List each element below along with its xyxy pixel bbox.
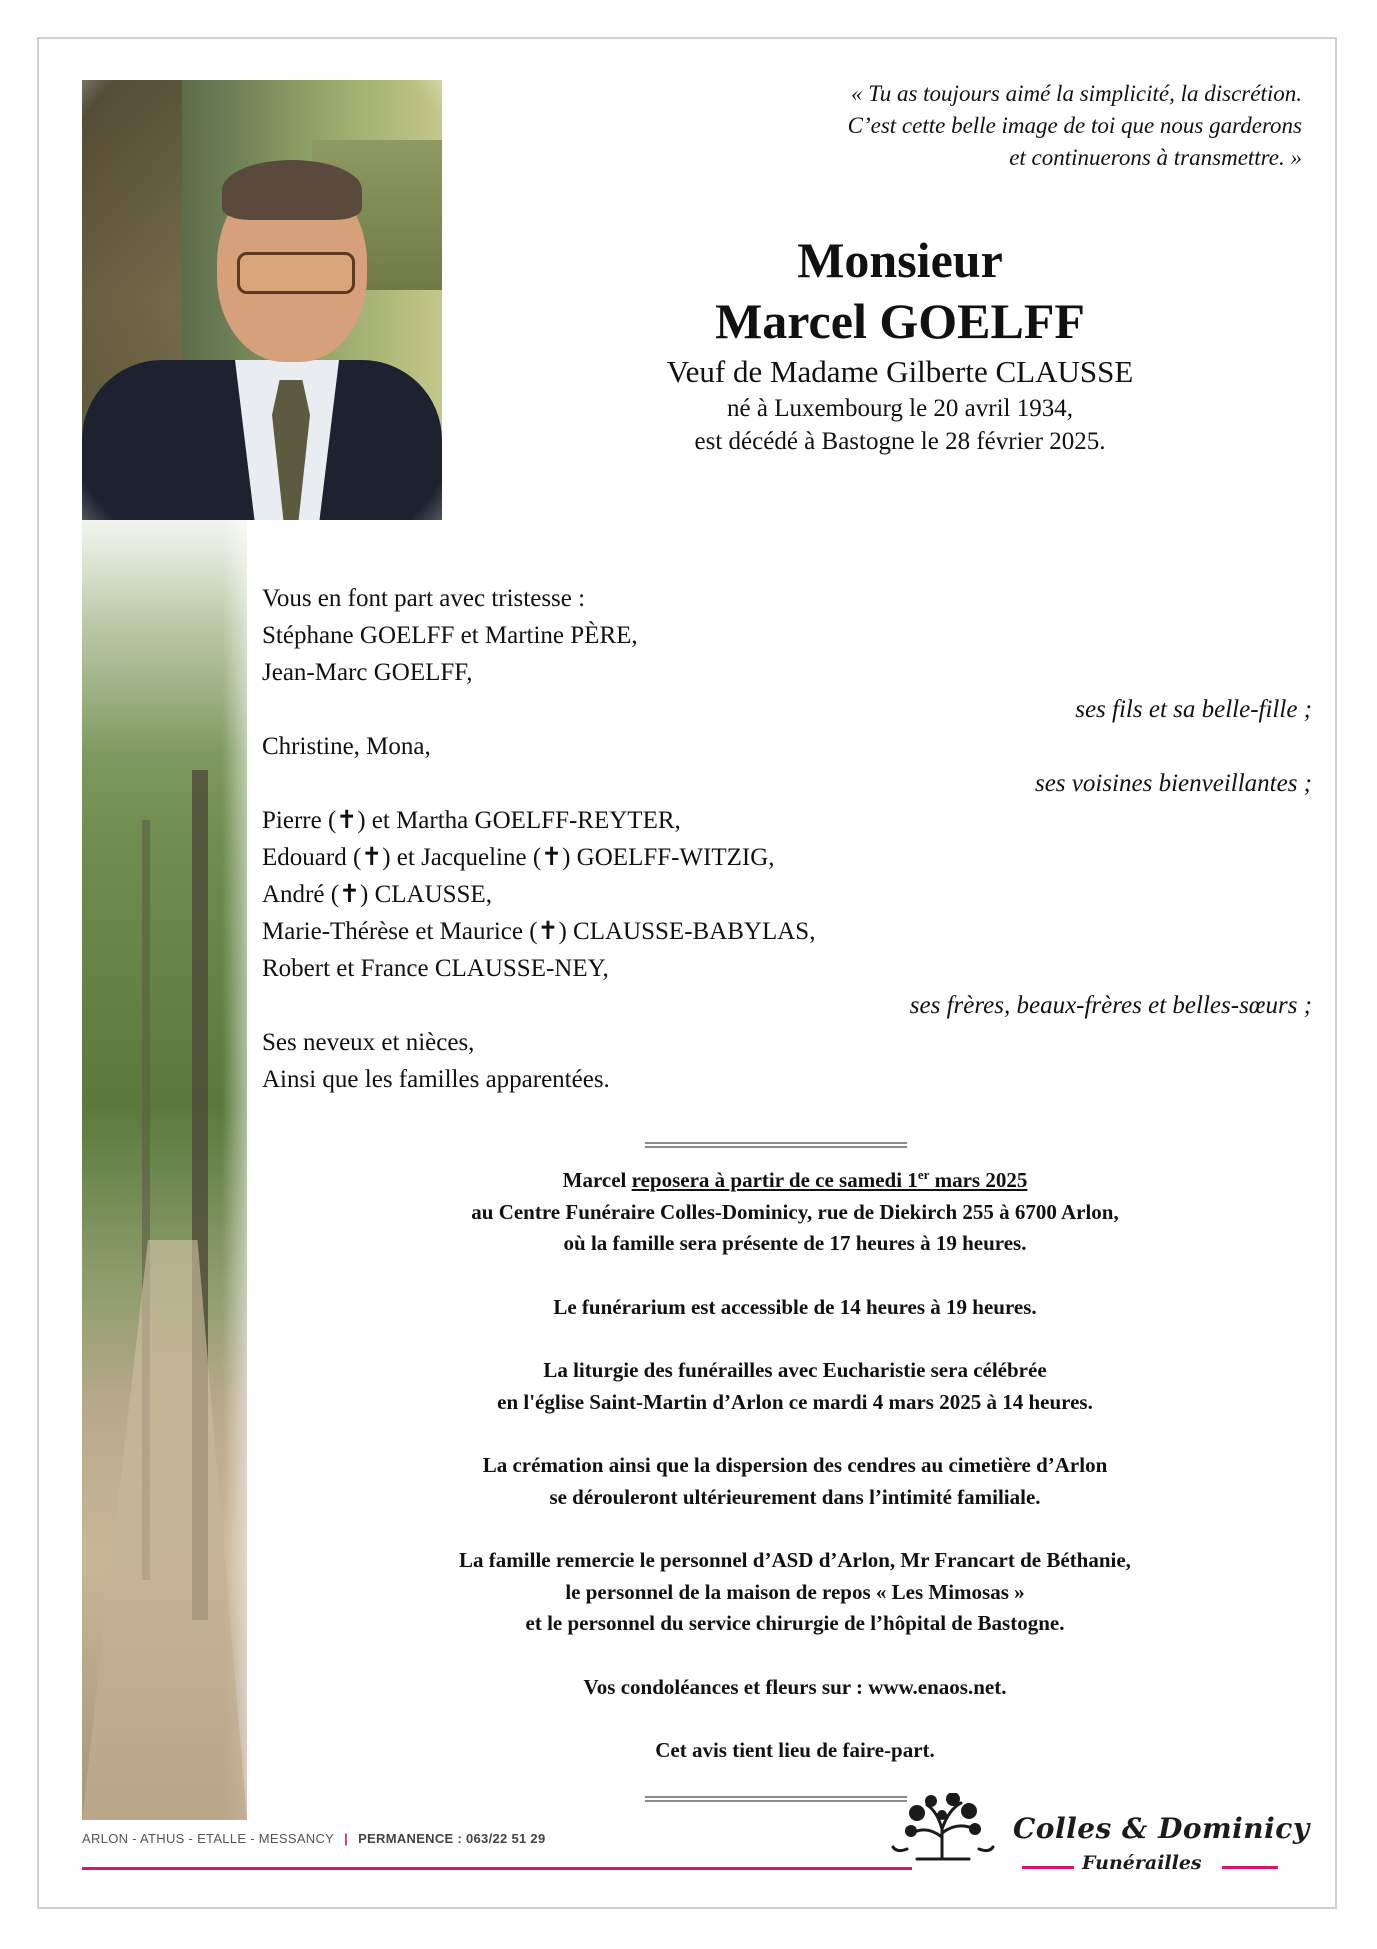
footer-permanence: PERMANENCE : 063/22 51 29: [358, 1831, 546, 1846]
double-rule-separator: [645, 1796, 907, 1802]
funerarium-hours: Le funérarium est accessible de 14 heures à 19 heures.: [553, 1294, 1037, 1319]
family-member: Stéphane GOELFF et Martine PÈRE,: [262, 622, 638, 649]
deceased-portrait: [82, 80, 442, 520]
family-intro: Vous en font part avec tristesse :: [262, 585, 586, 612]
tree-logo-icon: [887, 1793, 997, 1863]
rest-hours: où la famille sera présente de 17 heures à 19 heures.: [563, 1231, 1027, 1255]
civility: Monsieur: [797, 232, 1003, 288]
family-announcement: [262, 580, 1312, 1098]
double-rule-separator: [645, 1142, 907, 1148]
deceased-name: Marcel GOELFF: [715, 293, 1085, 349]
birth-line: né à Luxembourg le 20 avril 1934,: [727, 395, 1073, 422]
death-line: est décédé à Bastogne le 28 février 2025.: [694, 428, 1106, 455]
funeral-details: [300, 1165, 1290, 1767]
footer-locations: ARLON - ATHUS - ETALLE - MESSANCY: [82, 1831, 335, 1846]
memorial-quote: [602, 78, 1302, 174]
family-role: ses fils et sa belle-fille ;: [1075, 696, 1312, 723]
cremation-line: se dérouleront ultérieurement dans l’intimité familiale.: [549, 1484, 1041, 1509]
quote-line: « Tu as toujours aimé la simplicité, la discrétion.: [850, 81, 1302, 106]
cremation-line: La crémation ainsi que la dispersion des cendres au cimetière d’Arlon: [482, 1453, 1108, 1477]
family-member: Christine, Mona,: [262, 733, 431, 760]
thanks-line: La famille remercie le personnel d’ASD d’Arlon, Mr Francart de Béthanie,: [459, 1548, 1131, 1572]
widow-of: Veuf de Madame Gilberte CLAUSSE: [666, 354, 1134, 389]
family-member: Jean-Marc GOELFF,: [262, 659, 473, 686]
liturgy-line: La liturgie des funérailles avec Eucharistie sera célébrée: [543, 1358, 1047, 1382]
thanks-line: le personnel de la maison de repos « Les Mimosas »: [565, 1579, 1025, 1604]
footer-accent-line: [82, 1867, 912, 1870]
brand-subtitle: Funérailles: [1082, 1852, 1202, 1874]
family-member: Edouard (✝) et Jacqueline (✝) GOELFF-WITZIG,: [262, 844, 775, 871]
family-role: ses voisines bienveillantes ;: [1034, 770, 1312, 797]
rest-first-name: Marcel: [562, 1168, 627, 1192]
forest-path: [82, 1240, 247, 1820]
portrait-glasses: [237, 252, 355, 294]
family-member: André (✝) CLAUSSE,: [262, 881, 492, 908]
rest-location: au Centre Funéraire Colles-Dominicy, rue de Diekirch 255 à 6700 Arlon,: [471, 1199, 1119, 1224]
portrait-hair: [222, 160, 362, 220]
family-member: Robert et France CLAUSSE-NEY,: [262, 955, 609, 982]
liturgy-line: en l'église Saint-Martin d’Arlon ce mardi 4 mars 2025 à 14 heures.: [497, 1389, 1093, 1414]
thanks-line: et le personnel du service chirurgie de l’hôpital de Bastogne.: [525, 1611, 1065, 1635]
deceased-title-block: [520, 230, 1280, 458]
rest-line: [300, 1165, 1290, 1197]
family-closing: Ainsi que les familles apparentées.: [262, 1066, 610, 1093]
footer-contact: [82, 1831, 546, 1846]
family-member: Pierre (✝) et Martha GOELFF-REYTER,: [262, 807, 681, 834]
forest-path-image: [82, 520, 247, 1820]
family-closing: Ses neveux et nièces,: [262, 1029, 475, 1056]
family-role: ses frères, beaux-frères et belles-sœurs ;: [909, 992, 1312, 1019]
rest-date: reposera à partir de ce samedi 1er mars 2025: [631, 1167, 1028, 1192]
quote-line: C’est cette belle image de toi que nous garderons: [847, 113, 1302, 138]
brand-accent-line: [1222, 1866, 1278, 1869]
footer-separator: |: [344, 1831, 349, 1846]
notice-line: Cet avis tient lieu de faire-part.: [655, 1738, 935, 1762]
condolences-line: Vos condoléances et fleurs sur : www.enaos.net.: [583, 1674, 1007, 1699]
brand-accent-line: [1022, 1866, 1074, 1869]
brand-name: Colles & Dominicy: [1013, 1812, 1310, 1845]
family-member: Marie-Thérèse et Maurice (✝) CLAUSSE-BABYLAS,: [262, 918, 816, 945]
quote-line: et continuerons à transmettre. »: [1009, 145, 1302, 170]
